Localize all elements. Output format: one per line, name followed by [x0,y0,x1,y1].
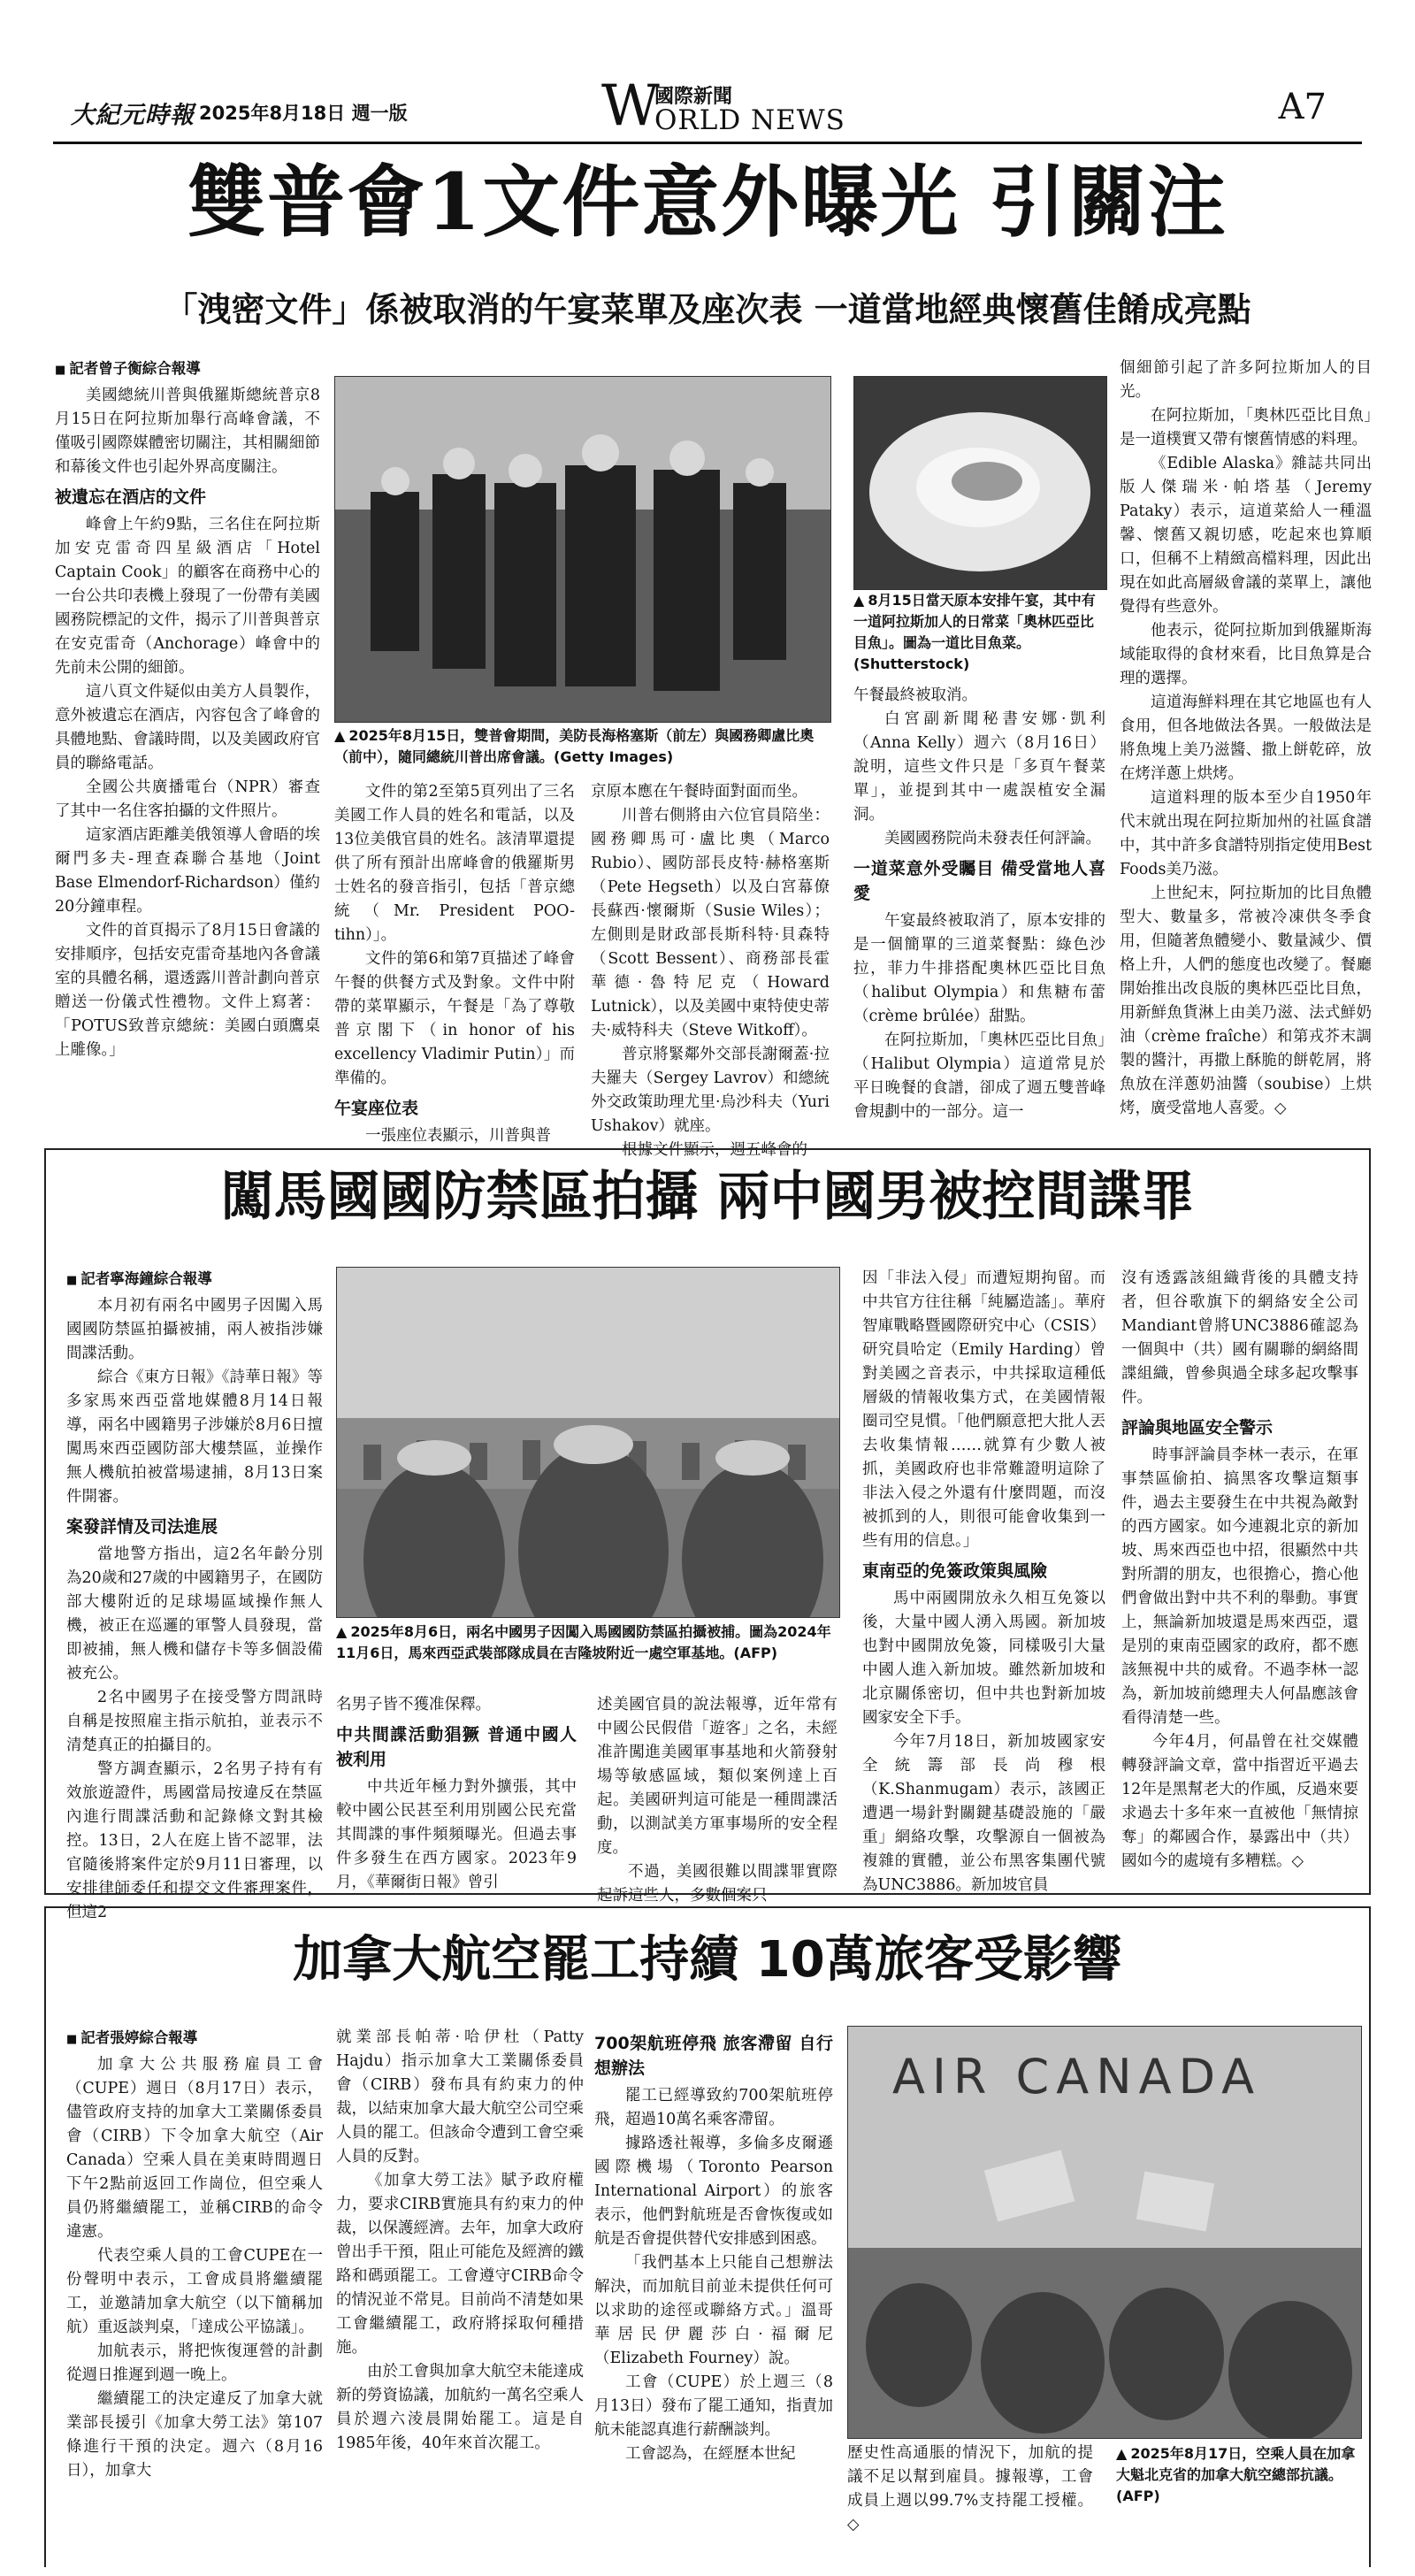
article3-headline: 加拿大航空罷工持續 10萬旅客受影響 [293,1931,1122,1989]
air-canada-strike-photo [847,2026,1362,2439]
article1-headline: 雙普會1文件意外曝光 引關注 [187,156,1228,248]
air-canada-protest-image [848,2027,1361,2438]
body-paragraph: 這八頁文件疑似由美方人員製作，意外被遺忘在酒店，內容包含了峰會的具體地點、會議時間，以及美國政府官員的聯絡電話。 [55,683,320,772]
body-paragraph: 由於工會與加拿大航空未能達成新的勞資協議，加航約一萬名空乘人員於週六淩晨開始罷工。這是自1985年後，40年來首次罷工。 [336,2363,584,2452]
body-paragraph: 一張座位表顯示，川普與普 [365,1127,551,1145]
body-paragraph: 文件的首頁揭示了8月15日會議的安排順序，包括安克雷奇基地內各會議室的具體名稱，還透露川普計劃向普京贈送一份儀式性禮物。文件上寫著：「POTUS致普京總統：美國白頭鷹桌上雕像。」 [55,922,320,1059]
article3-byline: ■ 記者張婷綜合報導 [66,2026,323,2051]
body-paragraph: 這家酒店距離美俄領導人會晤的埃爾門多夫-理查森聯合基地（Joint Base Elmendorf-Richardson）僅約20分鐘車程。 [55,826,320,916]
continued-paragraph: 歷史性高通脹的情況下，加航的提議不足以幫到雇員。據報導，工會成員上週以99.7%支持罷工授權。◇ [847,2444,1093,2534]
section-subhead: 午宴座位表 [334,1099,419,1118]
malaysia-airbase-caption: ▲ 2025年8月6日，兩名中國男子因闖入馬國國防禁區拍攝被捕。圖為2024年11月6日，馬來西亞武裝部隊成員在吉隆坡附近一處空軍基地。(AFP) [336,1623,831,1661]
article3-col1-body [66,2053,323,2483]
page-number: A7 [1278,87,1327,127]
article1-col4 [853,684,1105,1124]
halibut-dish-photo [853,376,1107,590]
section-subhead: 700架航班停飛 旅客滯留 自行想辦法 [594,2034,833,2078]
body-paragraph: 加航表示，將把恢復運營的計劃從週日推遲到週一晚上。 [66,2342,323,2384]
article1-byline: ■ 記者曾子衡綜合報導 [55,356,320,382]
body-paragraph: 在阿拉斯加，「奧林匹亞比目魚」（Halibut Olympia）這道常見於平日晚餐的食譜，卻成了週五雙普峰會規劃中的一部分。這一 [853,1031,1105,1121]
section-title-cn: 國際新聞 [654,86,733,108]
section-title-en: ORLD NEWS [654,104,845,136]
continued-paragraph: 午餐最終被取消。 [853,686,977,704]
body-paragraph: 本月初有兩名中國男子因闖入馬國國防禁區拍攝被捕，兩人被指涉嫌間諜活動。 [66,1297,323,1362]
body-paragraph: 「我們基本上只能自己想辦法解決，而加航目前並未提供任何可以求助的途徑或聯絡方式。」溫哥華居民伊麗莎白·福爾尼（Elizabeth Fourney）說。 [594,2254,833,2367]
section-subhead: 評論與地區安全警示 [1121,1418,1274,1438]
body-paragraph: 警方調查顯示，2名男子持有有效旅遊證件，馬國當局按違反在禁區內進行間諜活動和記錄條文對其檢控。13日，2人在庭上皆不認罪，法官隨後將案件定於9月11日審理，以安排律師委任和提交文件審理案件，但這2 [66,1760,323,1921]
article1-subheadline: 「洩密文件」係被取消的午宴菜單及座次表 一道當地經典懷舊佳餚成亮點 [164,290,1251,329]
section-subhead: 東南亞的免簽政策與風險 [862,1561,1048,1581]
body-paragraph: 川普右側將由六位官員陪坐：國務卿馬可·盧比奧（Marco Rubio）、國防部長皮特·赫格塞斯（Pete Hegseth）以及白宮幕僚長蘇西·懷爾斯（Susie Wiles）；左側則是財政部長斯科特·貝森特（Scott Bessent）、商務部長霍華德·魯特尼克（Howard Lutnick），以及美國中東特使史蒂夫·威特科夫（Steve Witkoff）。 [591,807,830,1039]
halibut-dish-caption: ▲ 8月15日當天原本安排午宴，其中有一道阿拉斯加人的日常菜「奧林匹亞比目魚」。圖為一道比目魚菜。(Shutterstock) [853,592,1096,672]
caption-triangle-icon: ▲ [334,727,346,744]
article2-col2 [336,1693,577,1895]
officials-walking-image [335,377,830,722]
caption-triangle-icon: ▲ [1116,2445,1128,2462]
caption-triangle-icon: ▲ [853,592,865,609]
body-paragraph: 今年4月，何晶曾在社交媒體轉發評論文章，當中指習近平過去12年是黑幫老大的作風，反過來要求過去十多年來一直被他「無情掠奪」的鄰國合作，暴露出中（共）國如今的處境有多糟糕。◇ [1121,1733,1358,1870]
section-subhead: 中共間諜活動猖獗 普通中國人被利用 [336,1725,577,1769]
article1-col2 [334,780,575,1148]
continued-paragraph: 沒有透露該組織背後的具體支持者，但谷歌旗下的網絡安全公司Mandiant曾將UNC3886確認為一個與中（共）國有關聯的網絡間諜組織，曾參與過全球多起攻擊事件。 [1121,1269,1358,1407]
body-paragraph: 據路透社報導，多倫多皮爾遜國際機場（Toronto Pearson International Airport）的旅客表示，他們對航班是否會恢復或如航是否會提供替代安排感到困惑。 [594,2135,833,2248]
soldiers-airbase-image [337,1268,839,1617]
body-paragraph: 美國總統川普與俄羅斯總統普京8月15日在阿拉斯加舉行高峰會議，不僅吸引國際媒體密切關注，其相關細節和幕後文件也引起外界高度關注。 [55,387,320,476]
section-subhead: 案發詳情及司法進展 [66,1517,218,1537]
body-paragraph: 白宮副新聞秘書安娜·凱利（Anna Kelly）週六（8月16日）說明，這些文件只是「多頁午餐菜單」，並提到其中一處誤植安全漏洞。 [853,710,1105,824]
issue-date: 2025年8月18日 週一版 [199,103,408,124]
article3-col4 [847,2442,1093,2537]
article1-col1 [55,356,320,1062]
body-paragraph: 在阿拉斯加，「奧林匹亞比目魚」是一道樸實又帶有懷舊情感的料理。 [1120,407,1372,448]
body-paragraph: 根據文件顯示，週五峰會的 [622,1141,807,1159]
body-paragraph: 今年7月18日，新加坡國家安全統籌部長尚穆根（K.Shanmugam）表示，該國正遭遇一場針對關鍵基礎設施的「嚴重」網絡攻擊，攻擊源自一個被為複雜的實體，並公布黑客集團代號為UNC3886。新加坡官員 [862,1733,1105,1894]
section-subhead: 被遺忘在酒店的文件 [55,487,207,507]
article2-headline: 闖馬國國防禁區拍攝 兩中國男被控間諜罪 [220,1166,1195,1228]
continued-paragraph: 個細節引起了許多阿拉斯加人的目光。 [1120,359,1372,401]
body-paragraph: 美國國務院尚未發表任何評論。 [884,830,1101,847]
article1-col5 [1120,356,1372,1121]
article2-col5 [1121,1267,1358,1874]
body-paragraph: 全國公共廣播電台（NPR）審查了其中一名住客拍攝的文件照片。 [55,778,320,820]
air-canada-sign: AIR CANADA [892,2049,1262,2104]
article2-col4 [862,1267,1105,1898]
body-paragraph: 不過，美國很難以間諜罪實際起訴這些人，多數個案只 [597,1863,838,1905]
article2-col1-body [66,1294,323,1925]
masthead-rule [53,142,1362,144]
body-paragraph: 時事評論員李林一表示，在軍事禁區偷拍、搞黑客攻擊這類事件，過去主要發生在中共視為敵對的西方國家。如今連親北京的新加坡、馬來西亞也中招，很顯然中共對所謂的朋友，也很擔心，擔心他們會做出對中共不利的舉動。事實上，無論新加坡還是馬來西亞，還是別的東南亞國家的政府，都不應該無視中共的威脅。不過李林一認為，新加坡前總理夫人何晶應該會看得清楚一些。 [1121,1446,1358,1727]
body-paragraph: 加拿大公共服務雇員工會（CUPE）週日（8月17日）表示，儘管政府支持的加拿大工業關係委員會（CIRB）下令加拿大航空（Air Canada）空乘人員在美東時間週日下午2點前返回工作崗位，但空乘人員仍將繼續罷工，並稱CIRB的命令違憲。 [66,2056,323,2241]
summit-officials-caption: ▲ 2025年8月15日，雙普會期間，美防長海格塞斯（前左）與國務卿盧比奧（前中），隨同總統川普出席會議。(Getty Images) [334,727,815,765]
article1-col1-body [55,384,320,1062]
article1-col3 [591,780,830,1162]
article3-col1 [66,2026,323,2483]
continued-paragraph: 因「非法入侵」而遭短期拘留。而中共官方往往稱「純屬造謠」。華府智庫戰略暨國際研究中心（CSIS）研究員哈定（Emily Harding）曾對美國之音表示，中共採取這種低層級的情報收集方式，在美國情報圈司空見慣。「他們願意把大批人丟去收集情報……就算有少數人被抓，美國政府也非常難證明這除了非法入侵之外還有什麼問題，而沒被抓到的人，則很可能會收集到一些有用的信息。」 [862,1269,1105,1550]
masthead [35,73,1388,142]
body-paragraph: 峰會上午約9點，三名住在阿拉斯加安克雷奇四星級酒店「Hotel Captain Cook」的顧客在商務中心的一台公共印表機上發現了一份帶有美國國務院標記的文件，揭示了川普與普京在安克雷奇（Anchorage）峰會中的先前未公開的細節。 [55,516,320,677]
section-w: W [601,73,660,139]
body-paragraph: 午宴最終被取消了，原本安排的是一個簡單的三道菜餐點：綠色沙拉，菲力牛排搭配奧林匹亞比目魚（halibut Olympia）和焦糖布蕾（crème brûlée）甜點。 [853,912,1105,1025]
body-paragraph: 馬中兩國開放永久相互免簽以後，大量中國人湧入馬國。新加坡也對中國開放免簽，同樣吸引大量中國人進入新加坡。雖然新加坡和北京關係密切，但中共也對新加坡國家安全下手。 [862,1590,1105,1727]
body-paragraph: 文件的第6和第7頁描述了峰會午餐的供餐方式及對象。文件中附帶的菜單顯示，午餐是「為了尊敬普京閣下（in honor of his excellency Vladimir Putin）」而準備的。 [334,950,575,1087]
body-paragraph: 中共近年極力對外擴張，其中較中國公民甚至利用別國公民充當其間諜的事件頻頻曝光。但過去事件多發生在西方國家。2023年9月，《華爾街日報》曾引 [336,1778,577,1891]
section-subhead: 一道菜意外受矚目 備受當地人喜愛 [853,859,1105,903]
body-paragraph: 工會認為，在經歷本世紀 [625,2445,796,2463]
body-paragraph: 這道料理的版本至少自1950年代末就出現在阿拉斯加州的社區食譜中，其中許多食譜特別指定使用Best Foods美乃滋。 [1120,789,1372,878]
halibut-dish-image [854,377,1106,589]
summit-officials-photo [334,376,831,723]
body-paragraph: 當地警方指出，這2名年齡分別為20歲和27歲的中國籍男子，在國防部大樓附近的足球場區域操作無人機，被正在巡邏的軍警人員發現，當即被捕，無人機和儲存卡等多個設備被充公。 [66,1545,323,1683]
article3-col3 [594,2026,833,2466]
continued-paragraph: 京原本應在午餐時面對面而坐。 [591,783,807,801]
body-paragraph: 繼續罷工的決定違反了加拿大就業部長援引《加拿大勞工法》第107條進行干預的決定。週六（8月16日），加拿大 [66,2390,323,2480]
continued-paragraph: 就業部長帕蒂·哈伊杜（Patty Hajdu）指示加拿大工業關係委員會（CIRB）發布具有約束力的仲裁，以結束加拿大最大航空公司空乘人員的罷工。但該命令遭到工會空乘人員的反對。 [336,2028,584,2166]
continued-paragraph: 述美國官員的說法報導，近年常有中國公民假借「遊客」之名，未經准許闖進美國軍事基地和火箭發射場等敏感區域，類似案例達上百起。美國研判這可能是一種間諜活動，以測試美方軍事場所的安全程度。 [597,1696,838,1857]
body-paragraph: 《Edible Alaska》雜誌共同出版人傑瑞米·帕塔基（Jeremy Pataky）表示，這道菜給人一種溫馨、懷舊又親切感，吃起來也算順口，但稱不上精緻高檔料理，因此出現在如此高層級會議的菜單上，讓他覺得有些意外。 [1120,455,1372,616]
body-paragraph: 這道海鮮料理在其它地區也有人食用，但各地做法各異。一般做法是將魚塊上美乃滋醬、撒上餅乾碎，放在烤洋蔥上烘烤。 [1120,694,1372,783]
body-paragraph: 他表示，從阿拉斯加到俄羅斯海域能取得的食材來看，比目魚算是合理的選擇。 [1120,622,1372,687]
body-paragraph: 工會（CUPE）於上週三（8月13日）發布了罷工通知，指責加航未能認真進行薪酬談判。 [594,2373,833,2439]
body-paragraph: 上世紀末，阿拉斯加的比目魚體型大、數量多，常被冷凍供冬季食用，但隨著魚體變小、數量減少、價格上升，人們的態度也改變了。餐廳開始推出改良版的奧林匹亞比目魚，用新鮮魚貨淋上由美乃滋、法式鮮奶油（crème fraîche）和第戎芥末調製的醬汁，再撒上酥脆的餅乾屑，將魚放在洋蔥奶油醬（soubise）上烘烤，廣受當地人喜愛。◇ [1120,885,1372,1117]
body-paragraph: 罷工已經導致約700架航班停飛，超過10萬名乘客滯留。 [594,2087,833,2128]
body-paragraph: 普京將緊鄰外交部長謝爾蓋·拉夫羅夫（Sergey Lavrov）和總統外交政策助理尤里·烏沙科夫（Yuri Ushakov）就座。 [591,1046,830,1135]
paper-name: 大紀元時報 [71,102,195,129]
caption-triangle-icon: ▲ [336,1623,348,1640]
continued-paragraph: 名男子皆不獲准保釋。 [336,1696,491,1714]
article2-col3 [597,1693,838,1908]
body-paragraph: 代表空乘人員的工會CUPE在一份聲明中表示，工會成員將繼續罷工，並邀請加拿大航空（以下簡稱加航）重返談判桌，「達成公平協議」。 [66,2247,323,2336]
body-paragraph: 《加拿大勞工法》賦予政府權力，要求CIRB實施具有約束力的仲裁，以保護經濟。去年，加拿大政府曾出手干預，阻止可能危及經濟的鐵路和碼頭罷工。工會遵守CIRB命令的情況並不常見。目前尚不清楚如果工會繼續罷工，政府將採取何種措施。 [336,2172,584,2357]
body-paragraph: 文件的第2至第5頁列出了三名美國工作人員的姓名和電話，以及13位美俄官員的姓名。該清單還提供了所有預計出席峰會的俄羅斯男士姓名的發音指引，包括「普京總統（Mr. President POO-tihn）」。 [334,783,575,944]
article3-col2 [336,2026,584,2456]
article2-byline: ■ 記者寧海鐘綜合報導 [66,1267,323,1292]
malaysia-airbase-photo [336,1267,840,1618]
body-paragraph: 綜合《東方日報》《詩華日報》等多家馬來西亞當地媒體8月14日報導，兩名中國籍男子涉嫌於8月6日擅闖馬來西亞國防部大樓禁區，並操作無人機航拍被當場逮捕，8月13日案件開審。 [66,1368,323,1506]
body-paragraph: 2名中國男子在接受警方問訊時自稱是按照雇主指示航拍，並表示不清楚真正的拍攝目的。 [66,1689,323,1754]
air-canada-strike-caption: ▲ 2025年8月17日，空乘人員在加拿大魁北克省的加拿大航空總部抗議。(AFP) [1116,2445,1356,2504]
article2-col1 [66,1267,323,1925]
